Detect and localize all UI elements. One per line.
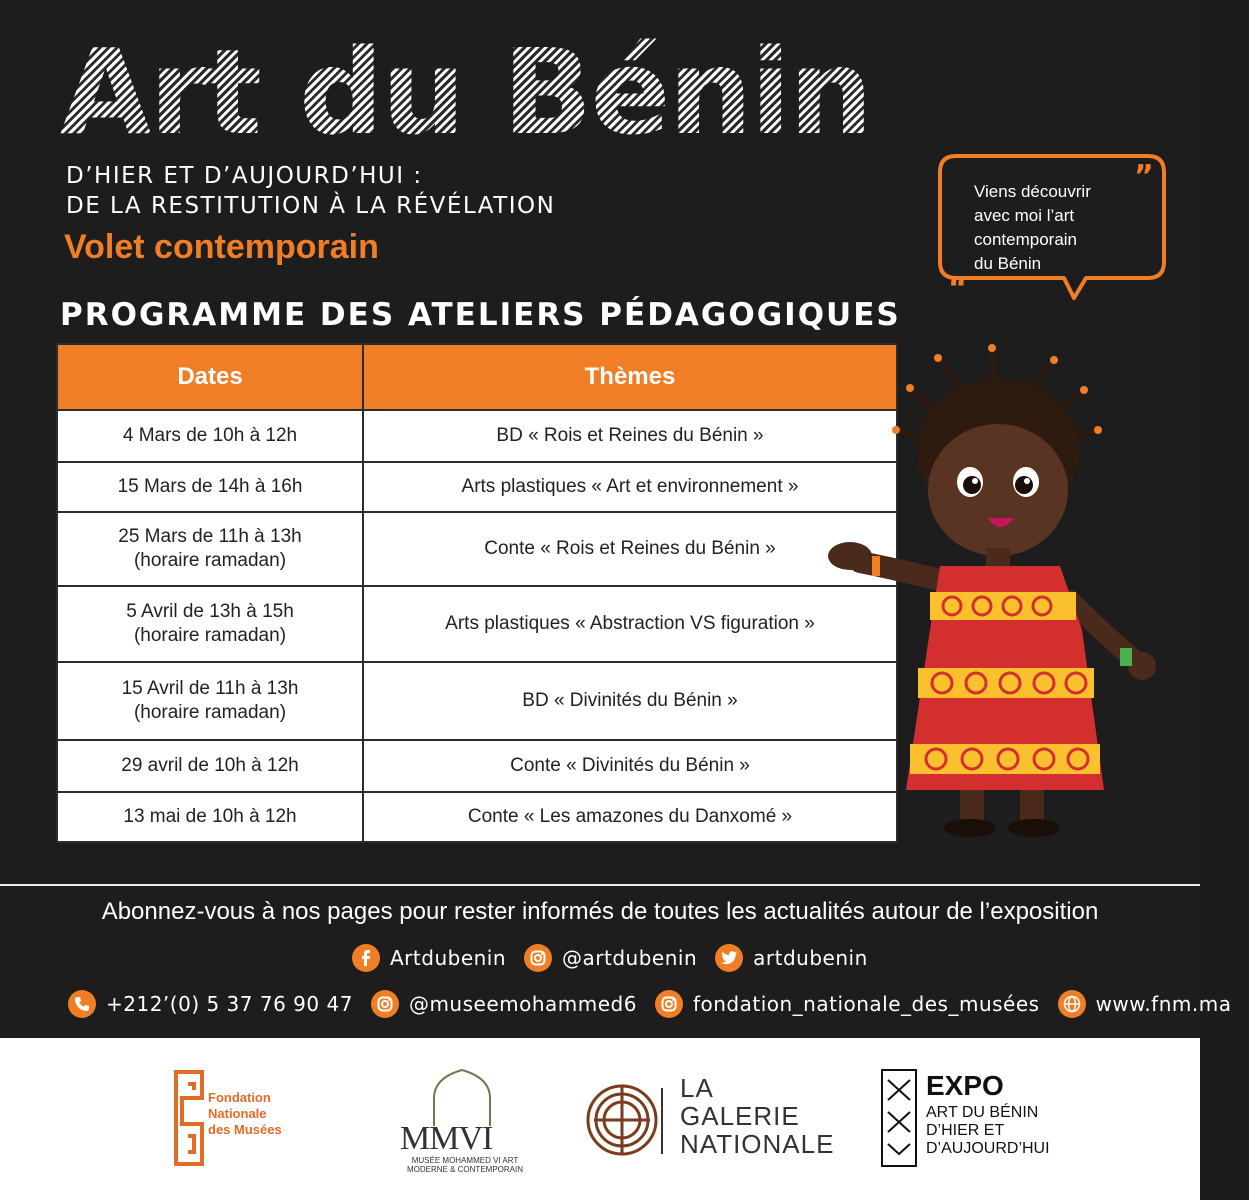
galerie-line: NATIONALE — [680, 1129, 835, 1159]
volet-label: Volet contemporain — [64, 228, 379, 266]
galerie-mark-icon — [582, 1068, 666, 1168]
date-text: 4 Mars de 10h à 12h — [122, 425, 298, 446]
instagram-fondation-handle: fondation_nationale_des_musées — [692, 992, 1040, 1016]
bubble-line: contemporain — [974, 230, 1078, 249]
theme-cell: BD « Rois et Reines du Bénin » — [496, 425, 764, 446]
phone-number: +212’(0) 5 37 76 90 47 — [106, 992, 353, 1016]
expo-logo — [880, 1068, 1050, 1168]
theme-cell: Conte « Rois et Reines du Bénin » — [484, 538, 776, 559]
instagram-musee-handle: @museemohammed6 — [408, 992, 637, 1016]
website-link[interactable] — [1058, 990, 1232, 1018]
table-row — [58, 585, 896, 661]
table-row — [58, 461, 896, 511]
instagram-link[interactable] — [524, 944, 697, 972]
facebook-icon — [352, 944, 380, 972]
fnm-line: Fondation — [208, 1090, 271, 1105]
date-text: 15 Avril de 11h à 13h — [121, 678, 299, 699]
header-dates: Dates — [58, 345, 364, 409]
schedule-table — [56, 343, 898, 843]
theme-cell: Conte « Divinités du Bénin » — [510, 755, 750, 776]
instagram-icon — [524, 944, 552, 972]
fnm-line: des Musées — [208, 1122, 282, 1137]
facebook-handle: Artdubenin — [390, 946, 507, 970]
theme-cell: BD « Divinités du Bénin » — [522, 690, 738, 711]
girl-character-illustration — [820, 330, 1180, 850]
table-row — [58, 791, 896, 841]
mmvi-logo-text: MMVI — [400, 1120, 493, 1157]
date-cell — [58, 741, 364, 791]
fnm-logo-text — [208, 1090, 282, 1138]
mmvi-logo-subtext: MUSÉE MOHAMMED VI ART MODERNE & CONTEMPORAIN — [406, 1156, 523, 1174]
follow-message: Abonnez-vous à nos pages pour rester informés de toutes les actualités autour de l’exposition — [101, 898, 1099, 925]
galerie-logo-text — [680, 1074, 834, 1158]
expo-logo-title: EXPO — [926, 1070, 1004, 1101]
date-cell — [58, 513, 364, 585]
date-cell — [58, 463, 364, 511]
social-row-contact — [68, 990, 1249, 1018]
fnm-logo-mark-icon — [172, 1068, 206, 1168]
instagram-icon — [371, 990, 399, 1018]
section-divider — [0, 884, 1200, 886]
date-cell — [58, 663, 364, 739]
svg-text:”: ” — [1134, 159, 1154, 194]
theme-cell: Arts plastiques « Abstraction VS figuration » — [445, 613, 815, 634]
expo-line: ART DU BÉNIN — [926, 1104, 1039, 1121]
speech-bubble-text — [974, 180, 1134, 276]
date-cell — [58, 411, 364, 461]
date-text: 25 Mars de 11h à 13h — [118, 526, 302, 547]
date-cell — [58, 587, 364, 661]
date-cell — [58, 793, 364, 841]
date-text: 13 mai de 10h à 12h — [123, 806, 297, 827]
fnm-line: Nationale — [208, 1106, 267, 1121]
partners-footer — [0, 1038, 1200, 1200]
instagram-musee-link[interactable] — [371, 990, 637, 1018]
social-row-exhibition — [352, 944, 886, 972]
svg-text:“: “ — [948, 271, 968, 306]
date-text: 29 avril de 10h à 12h — [121, 755, 299, 776]
facebook-link[interactable] — [352, 944, 506, 972]
instagram-icon — [655, 990, 683, 1018]
expo-pattern-icon — [880, 1068, 918, 1168]
programme-heading: PROGRAMME DES ATELIERS PÉDAGOGIQUES — [60, 297, 901, 333]
date-text: 15 Mars de 14h à 16h — [117, 476, 303, 497]
expo-line: D’AUJOURD’HUI — [926, 1140, 1050, 1157]
table-row — [58, 661, 896, 739]
website-url: www.fnm.ma — [1095, 992, 1232, 1016]
bubble-line: avec moi l’art — [974, 206, 1075, 225]
fnm-logo — [172, 1068, 362, 1168]
globe-icon — [1058, 990, 1086, 1018]
bubble-line: Viens découvrir — [974, 182, 1091, 201]
galerie-line: LA — [680, 1073, 714, 1103]
date-note: (horaire ramadan) — [133, 550, 287, 571]
date-text: 5 Avril de 13h à 15h — [126, 601, 294, 622]
instagram-handle: @artdubenin — [562, 946, 698, 970]
header-themes: Thèmes — [584, 363, 676, 390]
phone-icon — [68, 990, 96, 1018]
twitter-link[interactable] — [715, 944, 868, 972]
mmvi-arch-icon — [394, 1068, 530, 1128]
table-header-row — [58, 345, 896, 409]
expo-logo-subtitle — [926, 1104, 1050, 1158]
date-note: (horaire ramadan) — [133, 625, 287, 646]
table-row — [58, 511, 896, 585]
galerie-nationale-logo — [582, 1068, 835, 1168]
instagram-fondation-link[interactable] — [655, 990, 1040, 1018]
twitter-icon — [715, 944, 743, 972]
table-row — [58, 409, 896, 461]
subtitle-line-1: D’HIER ET D’AUJOURD’HUI : — [66, 163, 423, 189]
bubble-line: du Bénin — [974, 254, 1042, 273]
phone-link[interactable] — [68, 990, 353, 1018]
table-row — [58, 739, 896, 791]
twitter-handle: artdubenin — [753, 946, 868, 970]
galerie-line: GALERIE — [680, 1101, 800, 1131]
expo-line: D’HIER ET — [926, 1122, 1005, 1139]
poster-title: Art du Bénin — [60, 23, 871, 161]
theme-cell: Conte « Les amazones du Danxomé » — [467, 806, 793, 827]
theme-cell: Arts plastiques « Art et environnement » — [461, 476, 799, 497]
mmvi-logo — [394, 1068, 530, 1174]
subtitle-line-2: DE LA RESTITUTION À LA RÉVÉLATION — [66, 193, 556, 219]
date-note: (horaire ramadan) — [133, 702, 287, 723]
